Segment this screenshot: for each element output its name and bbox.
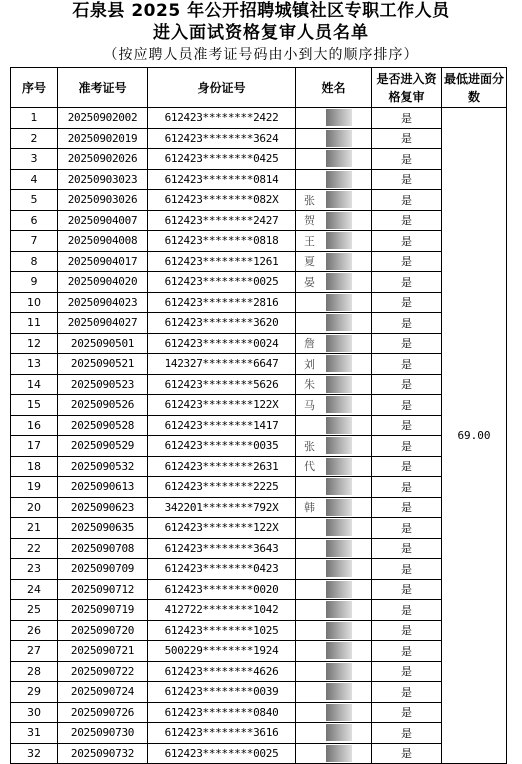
- redaction-mask: [326, 396, 352, 413]
- table-row: [11, 231, 507, 252]
- cell-exam-no: 20250904017: [58, 251, 148, 272]
- cell-exam-no: 2025090635: [58, 518, 148, 539]
- cell-qualified: 是: [372, 456, 442, 477]
- name-text: [296, 419, 304, 432]
- cell-exam-no: 2025090724: [58, 682, 148, 703]
- cell-name: [296, 579, 372, 600]
- name-text: 马: [304, 398, 315, 412]
- cell-seq: 21: [11, 518, 58, 539]
- cell-qualified: 是: [372, 579, 442, 600]
- name-text: [296, 747, 304, 760]
- cell-seq: 6: [11, 210, 58, 231]
- cell-qualified: 是: [372, 436, 442, 457]
- cell-seq: 5: [11, 190, 58, 211]
- cell-id-no: 612423********0020: [148, 579, 296, 600]
- table-row: [11, 600, 507, 621]
- cell-name: [296, 149, 372, 170]
- cell-name: [296, 723, 372, 744]
- table-row: [11, 641, 507, 662]
- cell-exam-no: 20250904023: [58, 292, 148, 313]
- redaction-mask: [326, 458, 352, 475]
- redaction-mask: [326, 478, 352, 495]
- table-row: [11, 702, 507, 723]
- cell-id-no: 612423********0814: [148, 169, 296, 190]
- cell-exam-no: 2025090613: [58, 477, 148, 498]
- cell-qualified: 是: [372, 169, 442, 190]
- table-row: [11, 190, 507, 211]
- cell-id-no: 612423********2225: [148, 477, 296, 498]
- redaction-mask: [326, 294, 352, 311]
- cell-id-no: 612423********3643: [148, 538, 296, 559]
- table-row: [11, 682, 507, 703]
- header-seq: 序号: [11, 68, 58, 108]
- cell-qualified: 是: [372, 149, 442, 170]
- table-row: [11, 723, 507, 744]
- cell-seq: 31: [11, 723, 58, 744]
- name-text: [296, 173, 304, 186]
- cell-name: [296, 415, 372, 436]
- cell-seq: 29: [11, 682, 58, 703]
- cell-exam-no: 2025090719: [58, 600, 148, 621]
- cell-seq: 32: [11, 743, 58, 764]
- header-min-score: 最低进面分数: [442, 68, 507, 108]
- name-text: [296, 316, 304, 329]
- cell-qualified: 是: [372, 374, 442, 395]
- name-text: 晏: [304, 275, 315, 289]
- cell-exam-no: 20250903023: [58, 169, 148, 190]
- document-subtitle: 进入面试资格复审人员名单: [153, 23, 369, 43]
- cell-id-no: 612423********0840: [148, 702, 296, 723]
- cell-seq: 14: [11, 374, 58, 395]
- redaction-mask: [326, 130, 352, 147]
- cell-seq: 24: [11, 579, 58, 600]
- name-text: [296, 480, 304, 493]
- cell-id-no: 342201********792X: [148, 497, 296, 518]
- redaction-mask: [326, 642, 352, 659]
- name-text: [296, 583, 304, 596]
- cell-name: [296, 743, 372, 764]
- header-row: [11, 68, 507, 108]
- name-text: 韩: [304, 501, 315, 515]
- table-row: [11, 108, 507, 129]
- cell-name: [296, 190, 372, 211]
- name-text: [296, 644, 304, 657]
- cell-seq: 20: [11, 497, 58, 518]
- name-text: [296, 624, 304, 637]
- cell-name: [296, 661, 372, 682]
- cell-exam-no: 2025090712: [58, 579, 148, 600]
- cell-qualified: 是: [372, 251, 442, 272]
- cell-seq: 23: [11, 559, 58, 580]
- redaction-mask: [326, 273, 352, 290]
- cell-name: [296, 108, 372, 129]
- table-row: [11, 313, 507, 334]
- cell-id-no: 412722********1042: [148, 600, 296, 621]
- cell-id-no: 612423********0025: [148, 272, 296, 293]
- cell-exam-no: 2025090721: [58, 641, 148, 662]
- cell-name: [296, 292, 372, 313]
- cell-name: [296, 354, 372, 375]
- cell-exam-no: 2025090709: [58, 559, 148, 580]
- name-text: [296, 665, 304, 678]
- cell-exam-no: 2025090528: [58, 415, 148, 436]
- name-text: [296, 685, 304, 698]
- cell-name: [296, 333, 372, 354]
- cell-id-no: 612423********0024: [148, 333, 296, 354]
- cell-name: [296, 620, 372, 641]
- table-row: [11, 518, 507, 539]
- cell-qualified: 是: [372, 354, 442, 375]
- cell-exam-no: 2025090732: [58, 743, 148, 764]
- name-text: 刘: [304, 357, 315, 371]
- name-text: 夏: [304, 255, 315, 269]
- table-row: [11, 661, 507, 682]
- redaction-mask: [326, 663, 352, 680]
- cell-exam-no: 20250904008: [58, 231, 148, 252]
- cell-qualified: 是: [372, 477, 442, 498]
- cell-exam-no: 2025090532: [58, 456, 148, 477]
- document-title: 石泉县 2025 年公开招聘城镇社区专职工作人员: [72, 1, 450, 21]
- cell-id-no: 612423********0025: [148, 743, 296, 764]
- table-row: [11, 436, 507, 457]
- cell-name: [296, 210, 372, 231]
- cell-qualified: 是: [372, 108, 442, 129]
- name-text: [296, 111, 304, 124]
- redaction-mask: [326, 745, 352, 762]
- cell-id-no: 500229********1924: [148, 641, 296, 662]
- name-text: [296, 726, 304, 739]
- cell-id-no: 612423********0818: [148, 231, 296, 252]
- redaction-mask: [326, 560, 352, 577]
- cell-min-score: 69.00: [442, 108, 507, 764]
- table-row: [11, 251, 507, 272]
- cell-id-no: 612423********3620: [148, 313, 296, 334]
- redaction-mask: [326, 601, 352, 618]
- cell-seq: 7: [11, 231, 58, 252]
- header-id-no: 身份证号: [148, 68, 296, 108]
- name-text: 张: [304, 439, 315, 453]
- cell-seq: 8: [11, 251, 58, 272]
- redaction-mask: [326, 232, 352, 249]
- cell-qualified: 是: [372, 723, 442, 744]
- cell-id-no: 612423********5626: [148, 374, 296, 395]
- cell-name: [296, 641, 372, 662]
- cell-qualified: 是: [372, 641, 442, 662]
- table-row: [11, 620, 507, 641]
- cell-seq: 12: [11, 333, 58, 354]
- name-text: [296, 152, 304, 165]
- redaction-mask: [326, 335, 352, 352]
- table-row: [11, 497, 507, 518]
- redaction-mask: [326, 519, 352, 536]
- cell-exam-no: 2025090501: [58, 333, 148, 354]
- cell-seq: 3: [11, 149, 58, 170]
- cell-exam-no: 20250902002: [58, 108, 148, 129]
- redaction-mask: [326, 437, 352, 454]
- cell-id-no: 612423********2422: [148, 108, 296, 129]
- cell-exam-no: 2025090726: [58, 702, 148, 723]
- cell-name: [296, 436, 372, 457]
- name-text: [296, 521, 304, 534]
- cell-seq: 16: [11, 415, 58, 436]
- cell-exam-no: 20250904020: [58, 272, 148, 293]
- cell-id-no: 612423********0425: [148, 149, 296, 170]
- cell-name: [296, 231, 372, 252]
- table-row: [11, 579, 507, 600]
- cell-qualified: 是: [372, 272, 442, 293]
- cell-seq: 26: [11, 620, 58, 641]
- name-text: 张: [304, 193, 315, 207]
- cell-name: [296, 395, 372, 416]
- table-row: [11, 292, 507, 313]
- cell-qualified: 是: [372, 702, 442, 723]
- cell-name: [296, 518, 372, 539]
- cell-id-no: 612423********3616: [148, 723, 296, 744]
- cell-qualified: 是: [372, 231, 442, 252]
- cell-qualified: 是: [372, 743, 442, 764]
- candidate-table: [10, 67, 507, 764]
- table-row: [11, 354, 507, 375]
- cell-qualified: 是: [372, 292, 442, 313]
- cell-name: [296, 477, 372, 498]
- cell-qualified: 是: [372, 210, 442, 231]
- header-name: 姓名: [296, 68, 372, 108]
- cell-id-no: 612423********122X: [148, 518, 296, 539]
- cell-id-no: 612423********1417: [148, 415, 296, 436]
- redaction-mask: [326, 499, 352, 516]
- cell-name: [296, 313, 372, 334]
- cell-seq: 30: [11, 702, 58, 723]
- redaction-mask: [326, 355, 352, 372]
- redaction-mask: [326, 212, 352, 229]
- cell-qualified: 是: [372, 395, 442, 416]
- header-qualified: 是否进入资格复审: [372, 68, 442, 108]
- cell-name: [296, 497, 372, 518]
- cell-qualified: 是: [372, 415, 442, 436]
- redaction-mask: [326, 150, 352, 167]
- table-row: [11, 743, 507, 764]
- cell-id-no: 612423********0423: [148, 559, 296, 580]
- name-text: [296, 296, 304, 309]
- cell-id-no: 612423********3624: [148, 128, 296, 149]
- redaction-mask: [326, 724, 352, 741]
- name-text: 贺: [304, 214, 315, 228]
- cell-qualified: 是: [372, 190, 442, 211]
- cell-seq: 19: [11, 477, 58, 498]
- cell-seq: 1: [11, 108, 58, 129]
- cell-name: [296, 682, 372, 703]
- cell-seq: 11: [11, 313, 58, 334]
- cell-seq: 10: [11, 292, 58, 313]
- name-text: 詹: [304, 337, 315, 351]
- table-row: [11, 169, 507, 190]
- cell-name: [296, 600, 372, 621]
- table-row: [11, 333, 507, 354]
- redaction-mask: [326, 622, 352, 639]
- table-row: [11, 538, 507, 559]
- cell-name: [296, 559, 372, 580]
- cell-id-no: 612423********2816: [148, 292, 296, 313]
- name-text: [296, 562, 304, 575]
- table-row: [11, 456, 507, 477]
- cell-name: [296, 538, 372, 559]
- cell-seq: 22: [11, 538, 58, 559]
- header-exam-no: 准考证号: [58, 68, 148, 108]
- cell-exam-no: 2025090722: [58, 661, 148, 682]
- cell-seq: 9: [11, 272, 58, 293]
- cell-name: [296, 456, 372, 477]
- cell-name: [296, 169, 372, 190]
- cell-seq: 2: [11, 128, 58, 149]
- cell-id-no: 612423********4626: [148, 661, 296, 682]
- redaction-mask: [326, 581, 352, 598]
- cell-seq: 25: [11, 600, 58, 621]
- redaction-mask: [326, 253, 352, 270]
- redaction-mask: [326, 417, 352, 434]
- name-text: [296, 706, 304, 719]
- cell-id-no: 612423********0035: [148, 436, 296, 457]
- table-row: [11, 272, 507, 293]
- cell-exam-no: 2025090720: [58, 620, 148, 641]
- name-text: 王: [304, 234, 315, 248]
- cell-exam-no: 20250904027: [58, 313, 148, 334]
- cell-name: [296, 702, 372, 723]
- cell-exam-no: 20250902026: [58, 149, 148, 170]
- table-row: [11, 149, 507, 170]
- table-row: [11, 559, 507, 580]
- cell-seq: 15: [11, 395, 58, 416]
- cell-exam-no: 2025090529: [58, 436, 148, 457]
- name-text: 代: [304, 460, 315, 474]
- cell-qualified: 是: [372, 313, 442, 334]
- cell-seq: 28: [11, 661, 58, 682]
- redaction-mask: [326, 540, 352, 557]
- cell-qualified: 是: [372, 518, 442, 539]
- cell-id-no: 612423********1025: [148, 620, 296, 641]
- redaction-mask: [326, 704, 352, 721]
- cell-qualified: 是: [372, 333, 442, 354]
- cell-name: [296, 272, 372, 293]
- cell-exam-no: 2025090523: [58, 374, 148, 395]
- cell-qualified: 是: [372, 600, 442, 621]
- cell-qualified: 是: [372, 682, 442, 703]
- redaction-mask: [326, 171, 352, 188]
- cell-exam-no: 2025090708: [58, 538, 148, 559]
- redaction-mask: [326, 191, 352, 208]
- cell-qualified: 是: [372, 538, 442, 559]
- table-row: [11, 210, 507, 231]
- cell-exam-no: 20250902019: [58, 128, 148, 149]
- cell-id-no: 612423********0039: [148, 682, 296, 703]
- cell-exam-no: 2025090526: [58, 395, 148, 416]
- cell-id-no: 612423********1261: [148, 251, 296, 272]
- redaction-mask: [326, 376, 352, 393]
- cell-name: [296, 374, 372, 395]
- name-text: [296, 132, 304, 145]
- cell-seq: 13: [11, 354, 58, 375]
- cell-exam-no: 2025090730: [58, 723, 148, 744]
- cell-id-no: 612423********2427: [148, 210, 296, 231]
- cell-id-no: 612423********082X: [148, 190, 296, 211]
- cell-qualified: 是: [372, 559, 442, 580]
- redaction-mask: [326, 109, 352, 126]
- cell-seq: 18: [11, 456, 58, 477]
- name-text: [296, 603, 304, 616]
- cell-seq: 4: [11, 169, 58, 190]
- table-row: [11, 395, 507, 416]
- table-row: [11, 128, 507, 149]
- redaction-mask: [326, 683, 352, 700]
- table-row: [11, 477, 507, 498]
- cell-exam-no: 20250904007: [58, 210, 148, 231]
- cell-exam-no: 20250903026: [58, 190, 148, 211]
- cell-name: [296, 251, 372, 272]
- cell-exam-no: 2025090623: [58, 497, 148, 518]
- name-text: 朱: [304, 378, 315, 392]
- cell-seq: 17: [11, 436, 58, 457]
- cell-exam-no: 2025090521: [58, 354, 148, 375]
- redaction-mask: [326, 314, 352, 331]
- cell-id-no: 612423********122X: [148, 395, 296, 416]
- cell-qualified: 是: [372, 661, 442, 682]
- cell-qualified: 是: [372, 128, 442, 149]
- cell-seq: 27: [11, 641, 58, 662]
- table-row: [11, 415, 507, 436]
- name-text: [296, 542, 304, 555]
- table-row: [11, 374, 507, 395]
- cell-id-no: 142327********6647: [148, 354, 296, 375]
- sort-note: （按应聘人员准考证号码由小到大的顺序排序）: [103, 47, 419, 63]
- cell-name: [296, 128, 372, 149]
- cell-qualified: 是: [372, 497, 442, 518]
- cell-id-no: 612423********2631: [148, 456, 296, 477]
- cell-qualified: 是: [372, 620, 442, 641]
